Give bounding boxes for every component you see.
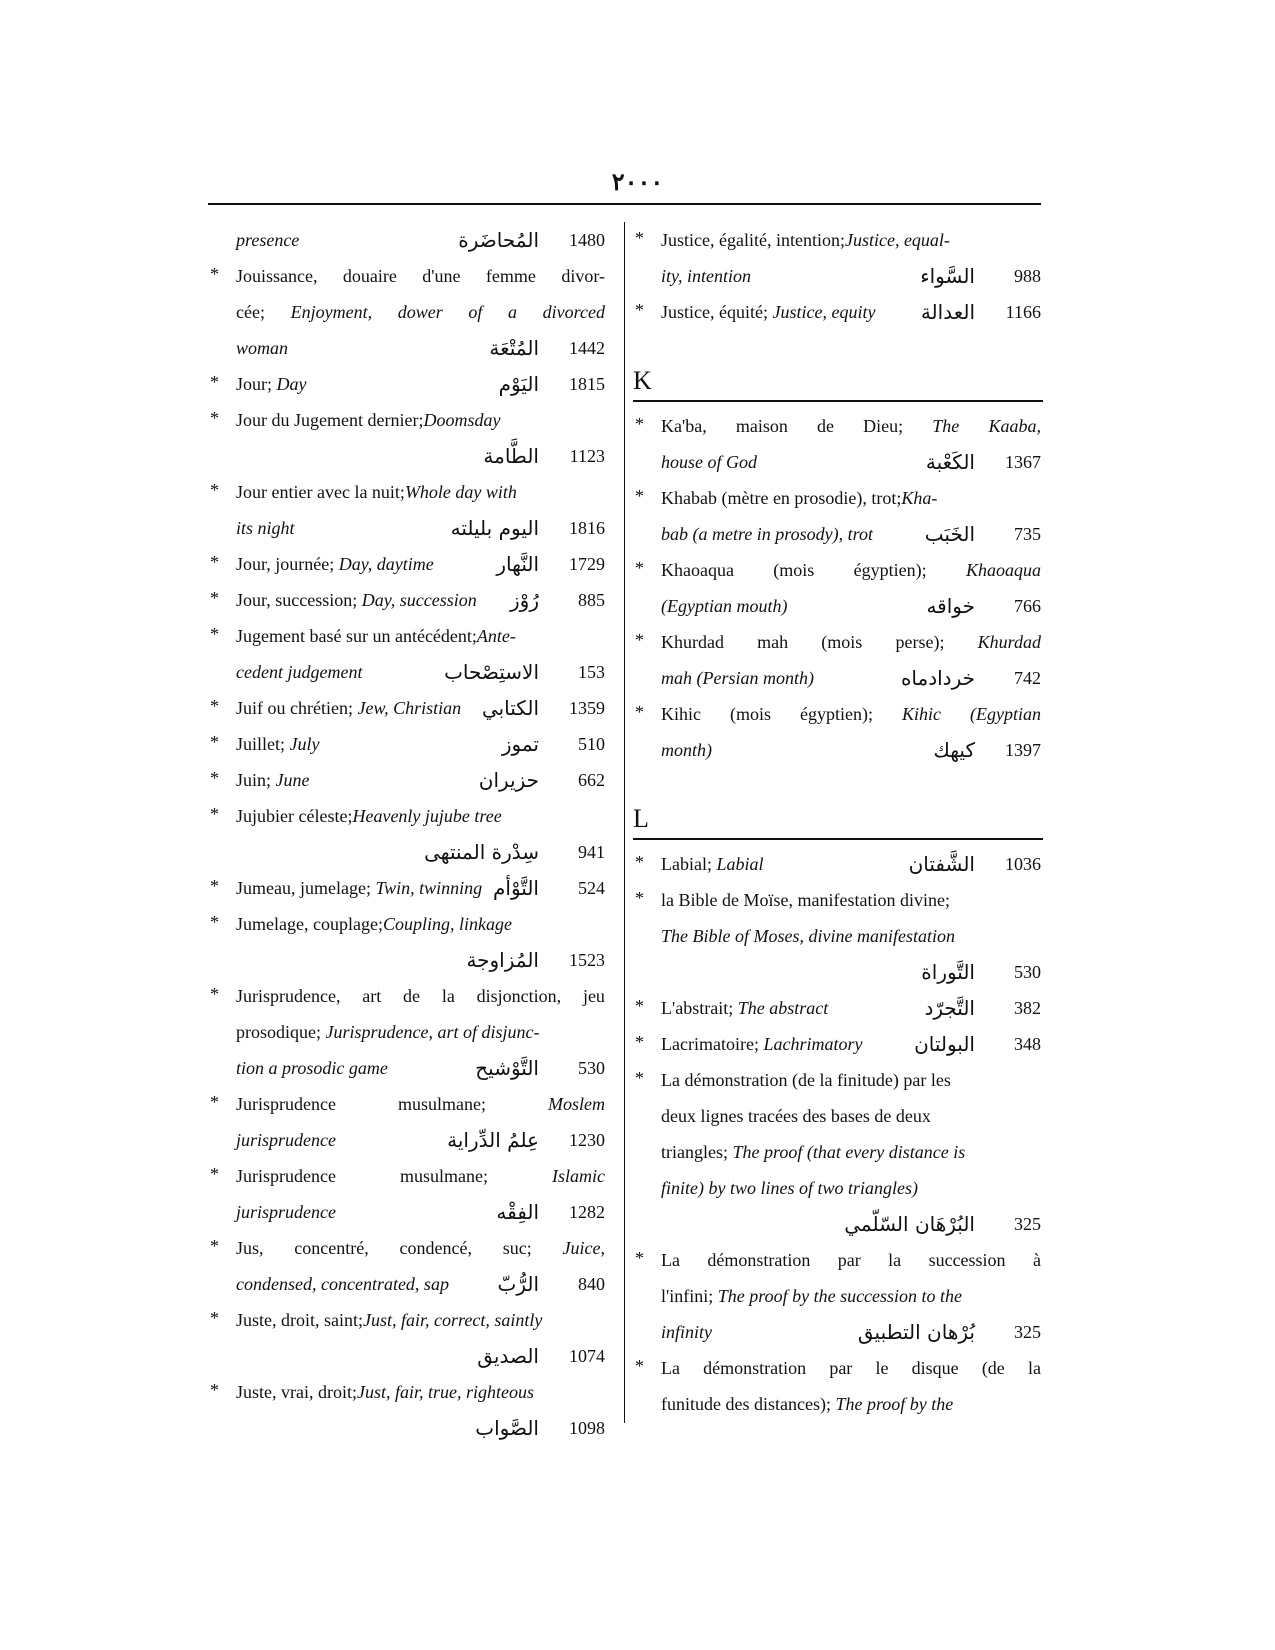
entry-line: The Bible of Moses, divine manifestation xyxy=(661,926,955,946)
entry-line: jurisprudence الفِقْه 1282 xyxy=(236,1200,605,1224)
entry-line: * Labial; Labial الشَّفتان 1036 xyxy=(633,846,1041,882)
section-letter: K xyxy=(633,366,652,395)
entry-line: * Lacrimatoire; Lachrimatory البولتان 348 xyxy=(633,1026,1041,1062)
entry-line: * Jumelage, couplage; Coupling, linkage xyxy=(208,906,605,942)
entry-line: presence المُحاضَرة 1480 xyxy=(236,228,605,252)
entry-line: cée; Enjoyment, dower of a divorced xyxy=(236,302,605,322)
entry-line: * Jurisprudence, art de la disjonction, jeu xyxy=(208,978,605,1014)
entry-line: * Khabab (mètre en prosodie), trot; Kha- xyxy=(633,480,1041,516)
section-header-l xyxy=(633,796,1041,840)
section-letter: L xyxy=(633,804,649,833)
entry-line: * Jour, journée; Day, daytime النَّهار 1729 xyxy=(208,546,605,582)
entry-line: * Juillet; July تموز 510 xyxy=(208,726,605,762)
entry-line: الصديق 1074 xyxy=(477,1344,605,1368)
entry-line: * Jour entier avec la nuit; Whole day with xyxy=(208,474,605,510)
column-divider xyxy=(624,222,625,1423)
entry-line: * Khaoaqua (mois égyptien); Khaoaqua xyxy=(633,552,1041,588)
entry-line: * Jouissance, douaire d'une femme divor- xyxy=(208,258,605,294)
entry-line: * Jour; Day اليَوْم 1815 xyxy=(208,366,605,402)
entry-line: * Ka'ba, maison de Dieu; The Kaaba, xyxy=(633,408,1041,444)
left-column xyxy=(208,222,605,1446)
entry-line: المُزاوجة 1523 xyxy=(466,948,605,972)
section-header-k xyxy=(633,358,1041,402)
entry-line: infinity بُرْهان التطبيق 325 xyxy=(661,1320,1041,1344)
entry-line: month) كيهك 1397 xyxy=(661,738,1041,762)
entry-line: (Egyptian mouth) خواقه 766 xyxy=(661,594,1041,618)
right-column xyxy=(633,222,1041,1422)
entry-line: house of God الكَعْبة 1367 xyxy=(661,450,1041,474)
entry-line: * Justice, équité; Justice, equity العدالة 1166 xyxy=(633,294,1041,330)
entry-line: * Jour, succession; Day, succession رُوْز 885 xyxy=(208,582,605,618)
entry-line: * la Bible de Moïse, manifestation divine; xyxy=(633,882,1041,918)
entry-line: * Jugement basé sur un antécédent; Ante- xyxy=(208,618,605,654)
entry-line: * Kihic (mois égyptien); Kihic (Egyptian xyxy=(633,696,1041,732)
entry-line: البُرْهَان السّلّمي 325 xyxy=(844,1212,1041,1236)
entry-line: woman المُتْعَة 1442 xyxy=(236,336,605,360)
entry-line: jurisprudence عِلمُ الدِّراية 1230 xyxy=(236,1128,605,1152)
entry-line: funitude des distances); The proof by the xyxy=(661,1394,954,1414)
section-rule xyxy=(633,838,1043,840)
entry-line: * Juste, droit, saint; Just, fair, correct, saintly xyxy=(208,1302,605,1338)
entry-line: * Jus, concentré, condencé, suc; Juice, xyxy=(208,1230,605,1266)
entry-line: * La démonstration (de la finitude) par les xyxy=(633,1062,1041,1098)
page-number: ٢٠٠٠ xyxy=(611,170,664,196)
entry-line: * La démonstration par le disque (de la xyxy=(633,1350,1041,1386)
entry-line: bab (a metre in prosody), trot الخَبَب 735 xyxy=(661,522,1041,546)
entry-line: its night اليوم بليلته 1816 xyxy=(236,516,605,540)
entry-line: * Khurdad mah (mois perse); Khurdad xyxy=(633,624,1041,660)
entry-line: * L'abstrait; The abstract التَّجرّد 382 xyxy=(633,990,1041,1026)
entry-line: الصَّواب 1098 xyxy=(475,1416,605,1440)
header-rule xyxy=(208,203,1041,205)
entry-line: * Jurisprudence musulmane; Moslem xyxy=(208,1086,605,1122)
entry-line: * Jour du Jugement dernier; Doomsday xyxy=(208,402,605,438)
entry-line: deux lignes tracées des bases de deux xyxy=(661,1106,931,1126)
entry-line: * Justice, égalité, intention; Justice, equal- xyxy=(633,222,1041,258)
entry-line: cedent judgement الاستِصْحاب 153 xyxy=(236,660,605,684)
entry-line: triangles; The proof (that every distance is xyxy=(661,1142,966,1162)
entry-line: ity, intention السَّواء 988 xyxy=(661,264,1041,288)
entry-line: * Jurisprudence musulmane; Islamic xyxy=(208,1158,605,1194)
entry-line: * Juin; June حزيران 662 xyxy=(208,762,605,798)
entry-line: condensed, concentrated, sap الرُّبّ 840 xyxy=(236,1272,605,1296)
entry-line: الطَّامة 1123 xyxy=(483,444,605,468)
entry-line: * Juste, vrai, droit; Just, fair, true, righteous xyxy=(208,1374,605,1410)
entry-line: * Jujubier céleste; Heavenly jujube tree xyxy=(208,798,605,834)
entry-line: سِدْرة المنتهى 941 xyxy=(424,840,605,864)
entry-line: * Juif ou chrétien; Jew, Christian الكتابي 1359 xyxy=(208,690,605,726)
entry-line: التَّوراة 530 xyxy=(921,960,1041,984)
entry-line: l'infini; The proof by the succession to the xyxy=(661,1286,963,1306)
entry-line: finite) by two lines of two triangles) xyxy=(661,1178,918,1198)
entry-line: prosodique; Jurisprudence, art of disjunc- xyxy=(236,1022,540,1042)
entry-line: tion a prosodic game التَّوْشيح 530 xyxy=(236,1056,605,1080)
section-rule xyxy=(633,400,1043,402)
entry-line: * Jumeau, jumelage; Twin, twinning التَّوْأم 524 xyxy=(208,870,605,906)
entry-line: * La démonstration par la succession à xyxy=(633,1242,1041,1278)
entry-line: mah (Persian month) خردادماه 742 xyxy=(661,666,1041,690)
